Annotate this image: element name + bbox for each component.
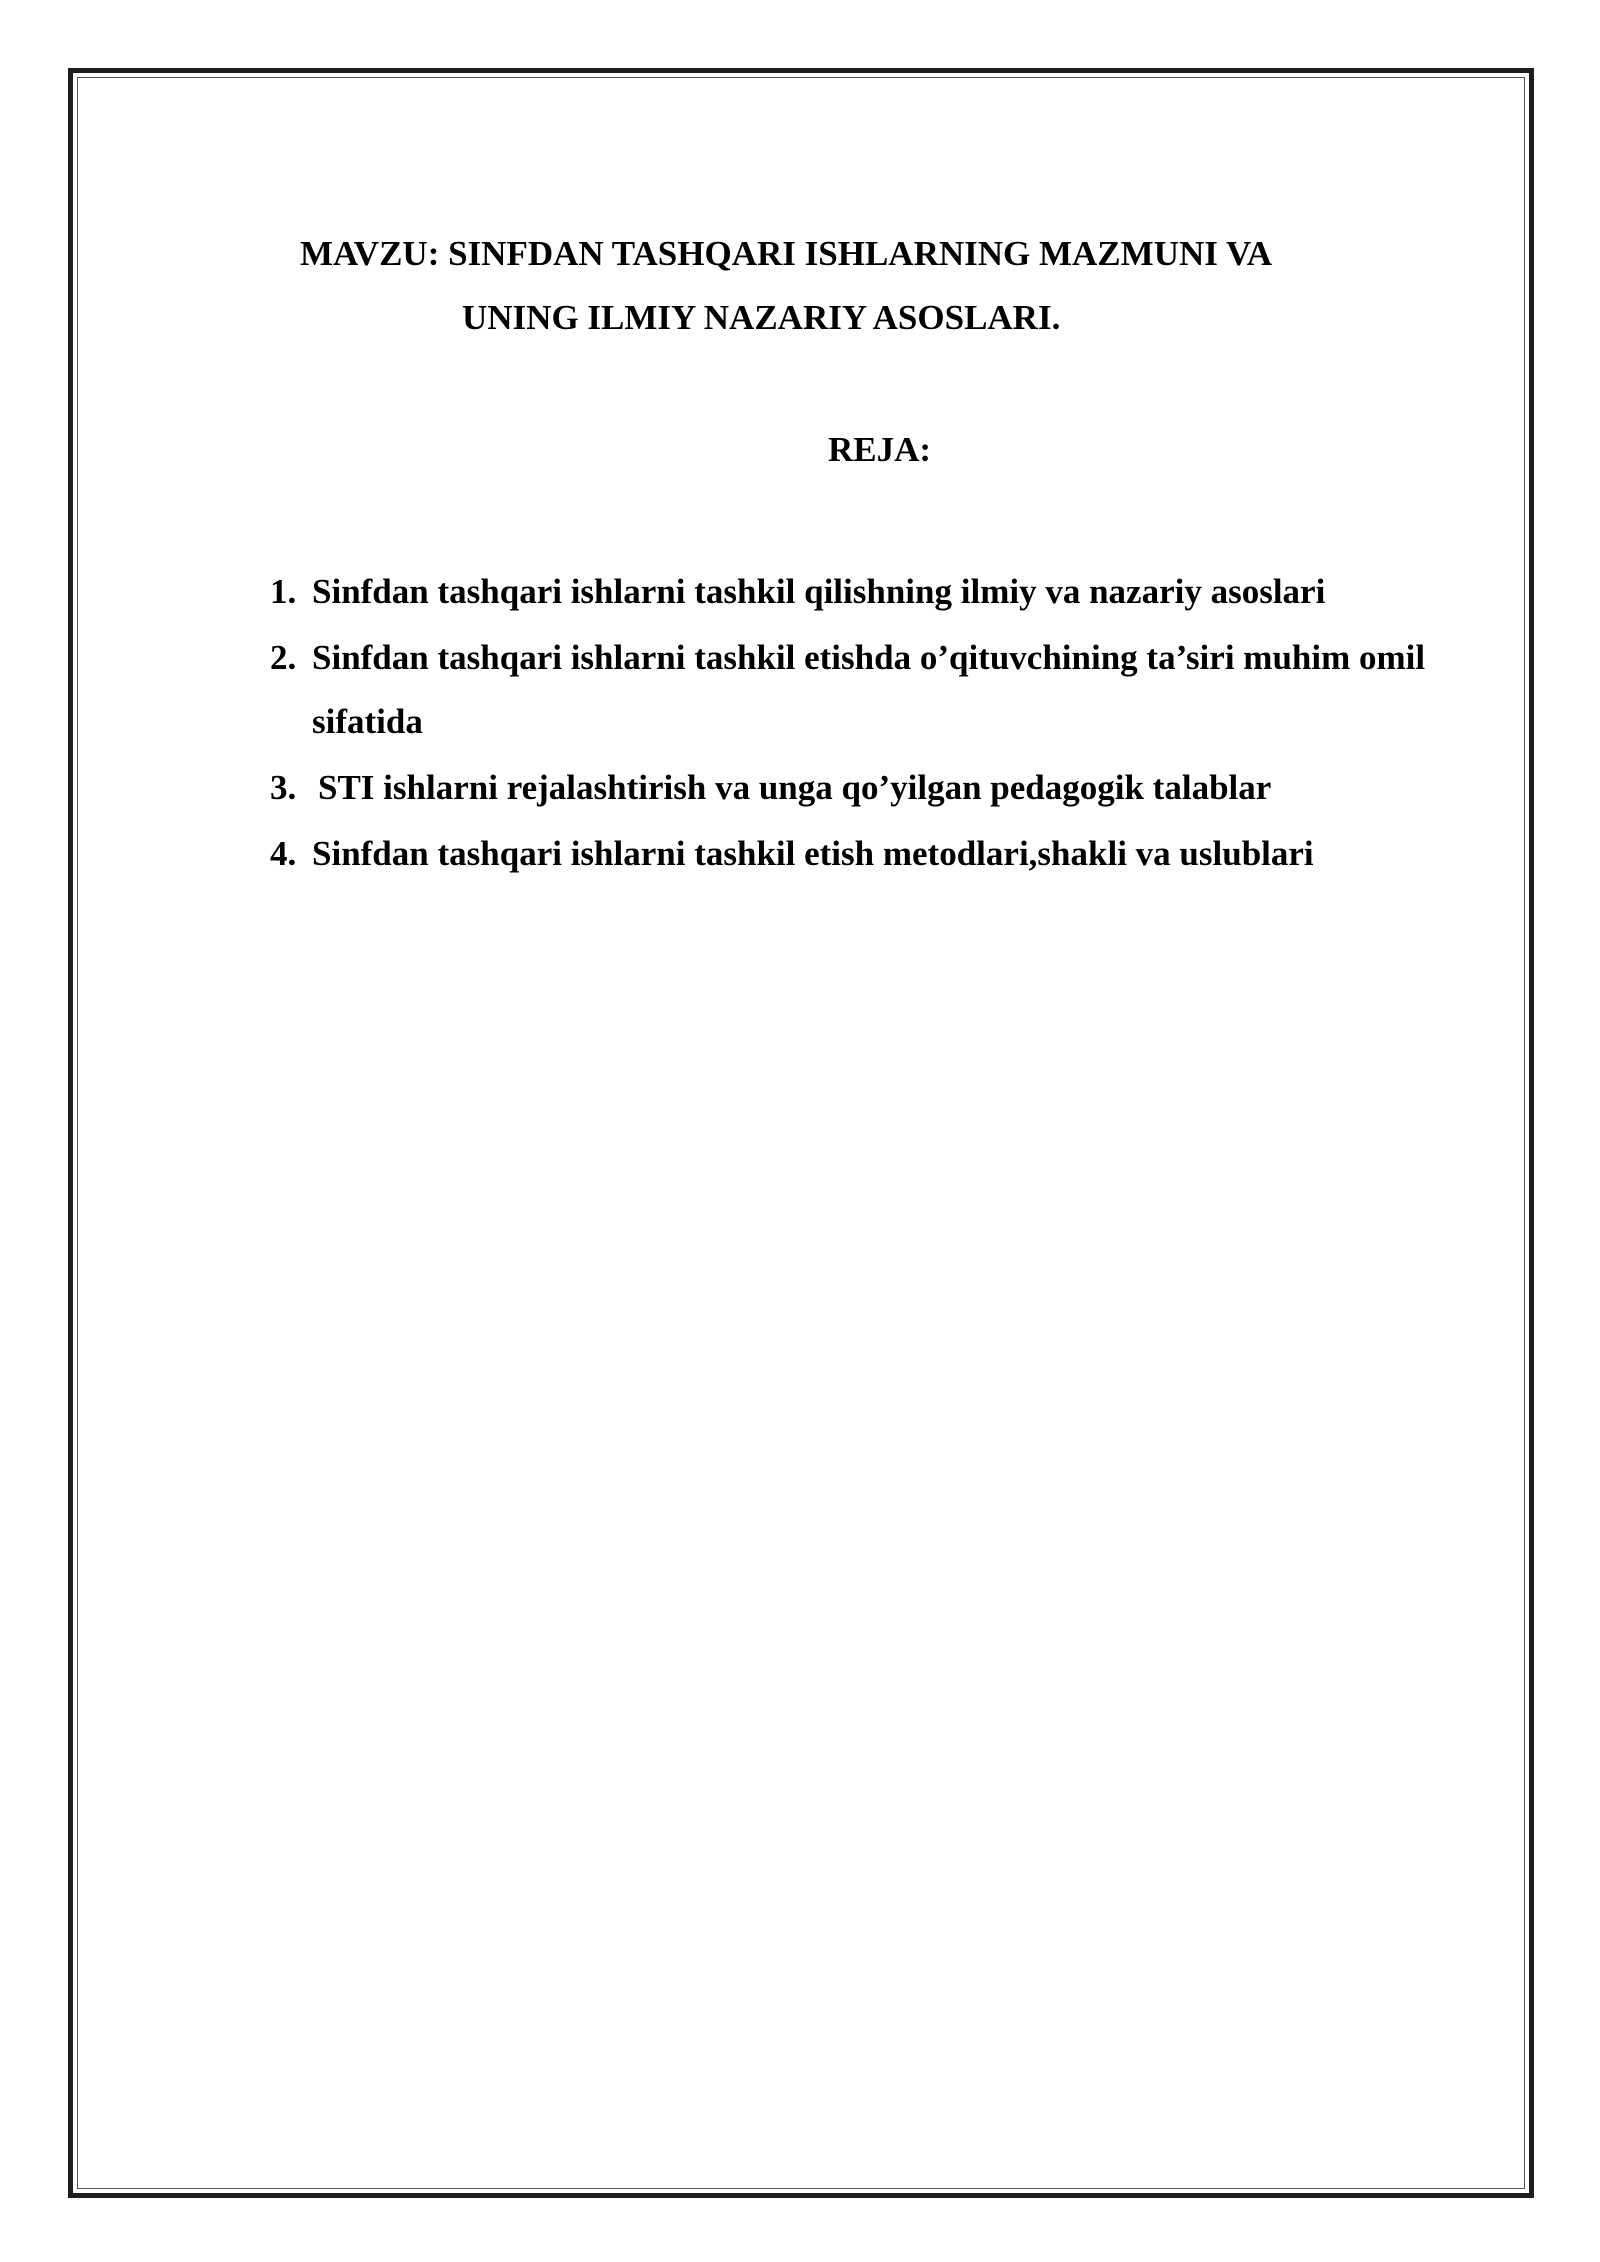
- plan-item-text: Sinfdan tashqari ishlarni tashkil qilishning ilmiy va nazariy asoslari: [312, 572, 1326, 611]
- plan-item-number: 3.: [270, 768, 297, 807]
- plan-item: [270, 756, 1470, 820]
- plan-item-number: 4.: [270, 834, 297, 873]
- plan-item: [270, 822, 1470, 886]
- plan-heading: REJA:: [828, 430, 932, 469]
- plan-item-number: 1.: [270, 572, 297, 611]
- document-title-line-1: MAVZU: SINFDAN TASHQARI ISHLARNING MAZMUNI VA: [300, 234, 1273, 273]
- plan-list: [270, 560, 1470, 888]
- plan-item: [270, 626, 1470, 754]
- plan-item-text: Sinfdan tashqari ishlarni tashkil etishda o’qituvchining ta’siri muhim omil sifatida: [312, 638, 1426, 741]
- plan-item-number: 2.: [270, 638, 297, 677]
- document-title-line-2: UNING ILMIY NAZARIY ASOSLARI.: [462, 298, 1061, 337]
- plan-item: [270, 560, 1470, 624]
- page-frame: [68, 68, 1534, 2198]
- plan-item-text: Sinfdan tashqari ishlarni tashkil etish metodlari,shakli va uslublari: [312, 834, 1314, 873]
- plan-item-text: STI ishlarni rejalashtirish va unga qo’yilgan pedagogik talablar: [318, 768, 1272, 807]
